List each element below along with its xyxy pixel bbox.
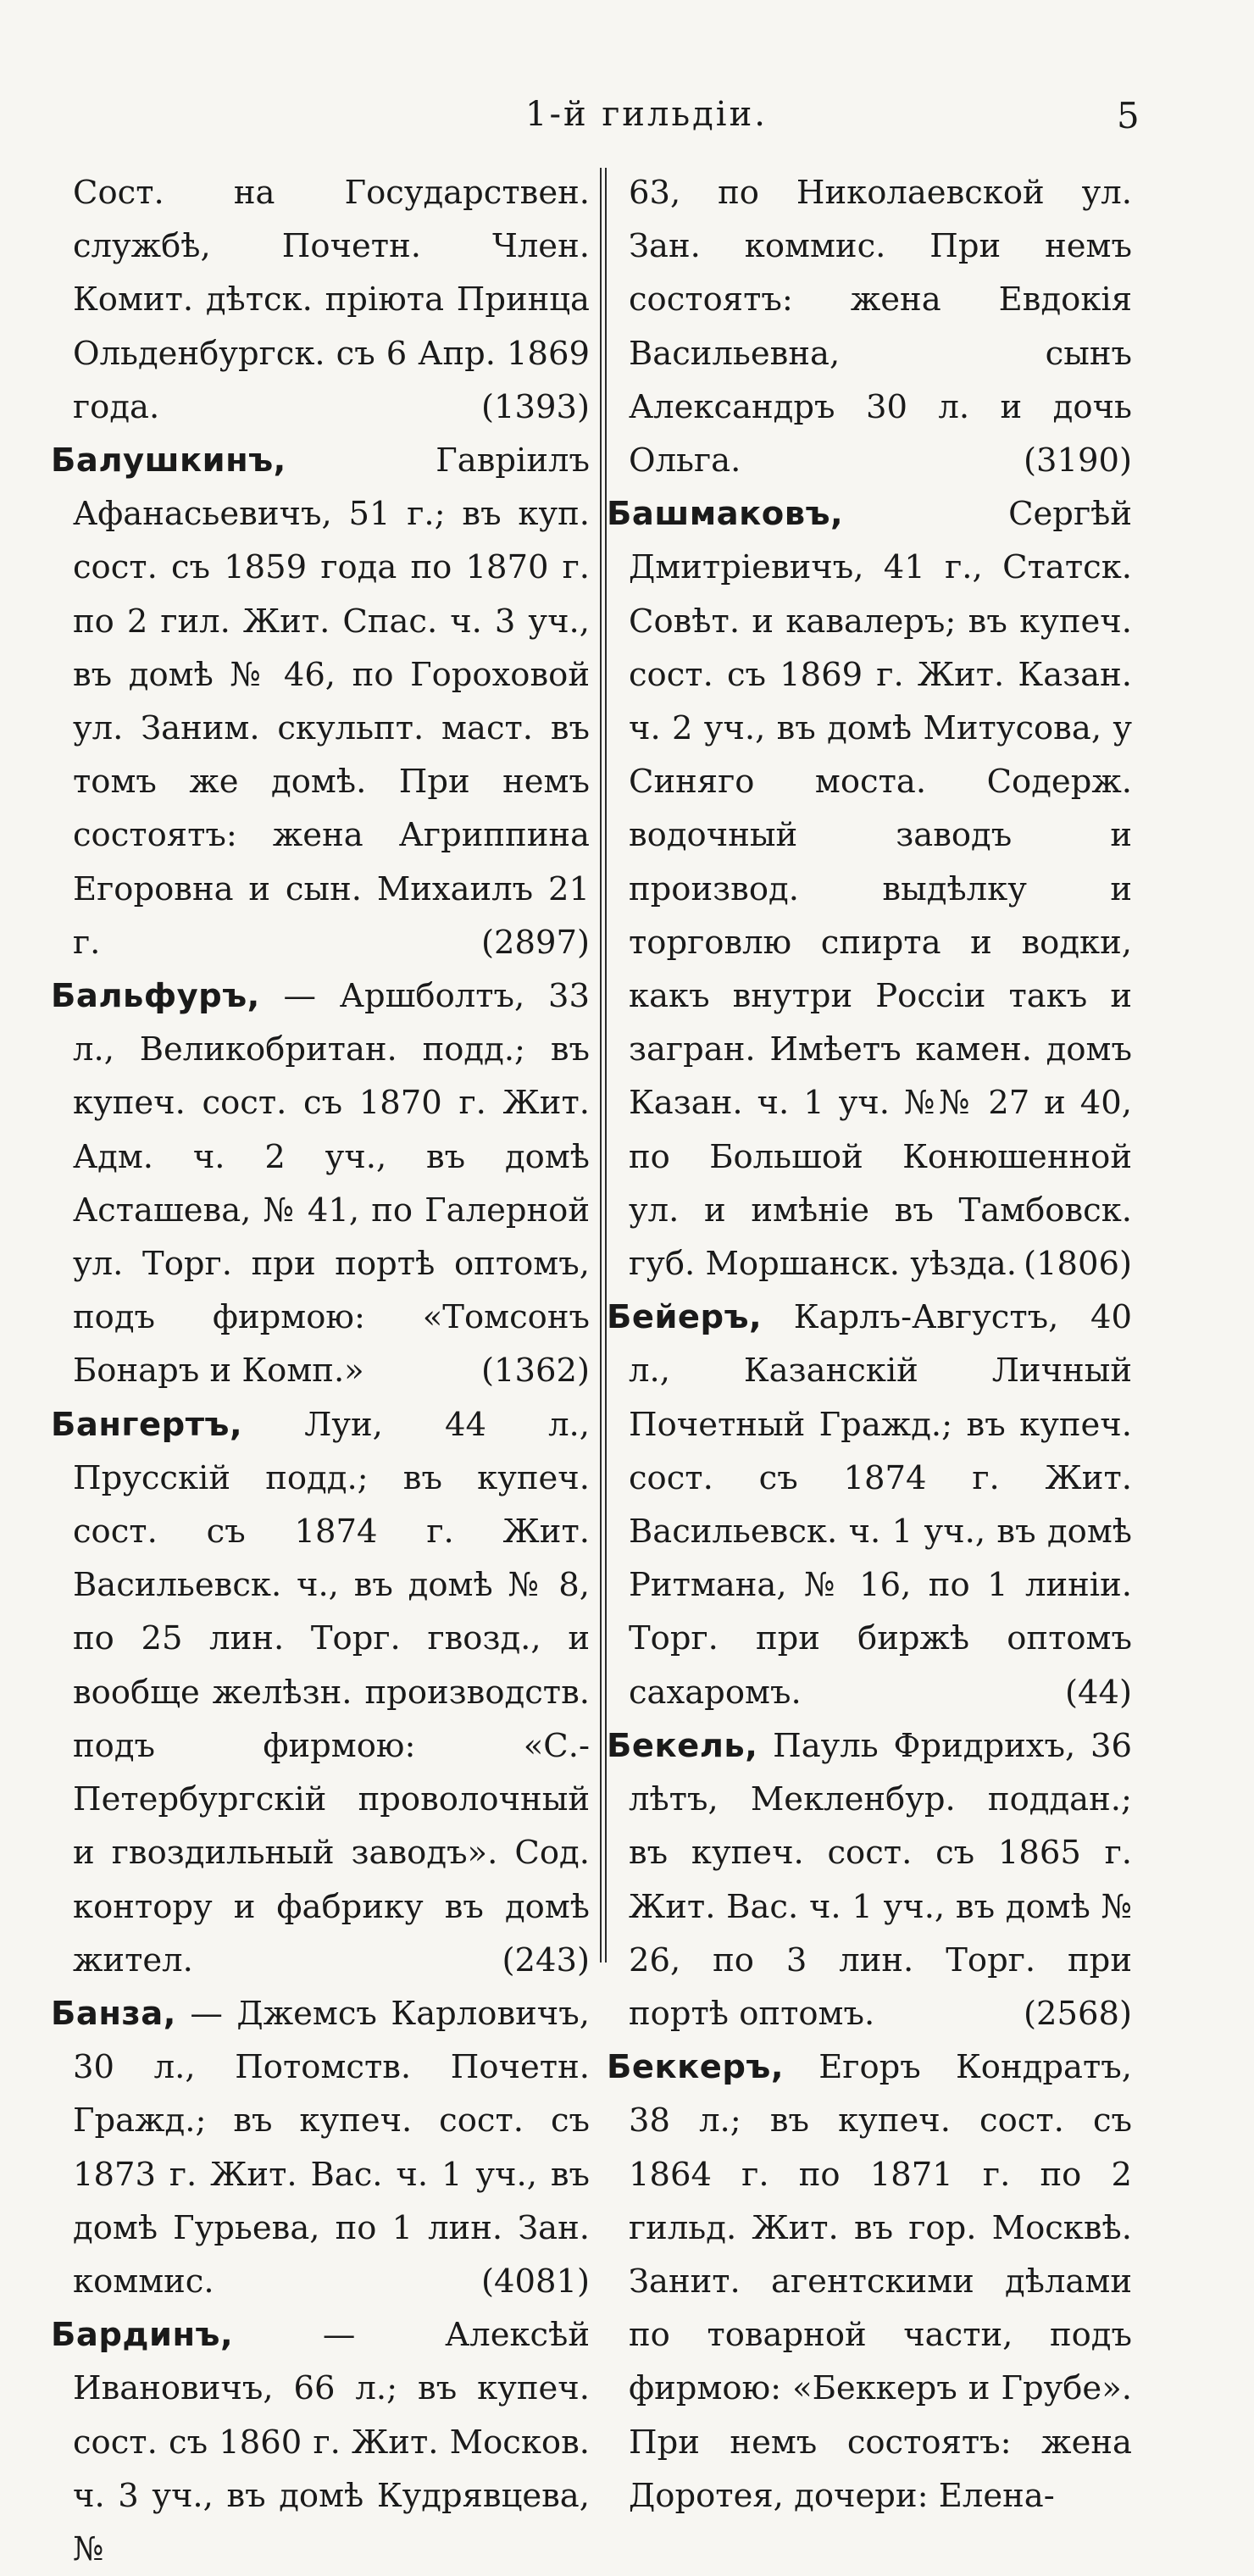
entry-text: Сост. на Государствен. службѣ, Почетн. Член. Комит. дѣтск. пріюта Принца Ольденбургск. съ 6 Апр. 1869 года. <box>73 174 590 426</box>
entry-text: — Аршболтъ, 33 л., Великобритан. подд.; въ купеч. сост. съ 1870 г. Жит. Адм. ч. 2 уч., въ домѣ Асташева, № 41, по Галерной ул. Торг. при портѣ оптомъ, подъ фирмою: «Томсонъ Бонаръ и Комп.» <box>73 977 590 1391</box>
entry-surname: Бейеръ, <box>607 1298 763 1337</box>
directory-entry <box>51 1987 590 2308</box>
directory-entry <box>73 166 590 434</box>
entry-ref-number: (2897) <box>480 923 590 962</box>
entry-surname: Бекель, <box>607 1726 758 1765</box>
directory-entry <box>51 434 590 969</box>
entry-ref-number: (3190) <box>1023 441 1132 480</box>
directory-entry <box>629 166 1132 487</box>
entry-ref-number: (1393) <box>480 387 590 426</box>
entry-ref-number: (2568) <box>1023 1994 1132 2033</box>
entry-text: Луи, 44 л., Прусскій подд.; въ купеч. сост. съ 1874 г. Жит. Васильевск. ч., въ домѣ № 8, по 25 лин. Торг. гвозд., и вообще желѣзн. производств. подъ фирмою: «С.-Петербургскій проволочный и гвоздильный заводъ». Сод. контору и фабрику въ домѣ жител. <box>73 1405 590 1979</box>
entry-ref-number: (1806) <box>1023 1245 1132 1284</box>
running-title: 1-й гильдіи. <box>525 95 768 134</box>
entry-surname: Бардинъ, <box>51 2316 234 2355</box>
entry-text: — Джемсъ Карловичъ, 30 л., Потомств. Почетн. Гражд.; въ купеч. сост. съ 1873 г. Жит. Вас. ч. 1 уч., въ домѣ Гурьева, по 1 лин. Зан. коммис. <box>73 1994 590 2301</box>
entry-surname: Бангертъ, <box>51 1405 243 1444</box>
entry-surname: Башмаковъ, <box>607 495 844 534</box>
entry-ref-number: (1362) <box>480 1352 590 1391</box>
right-column <box>607 166 1132 2523</box>
entry-text: — Алексѣй Ивановичъ, 66 л.; въ купеч. сост. съ 1860 г. Жит. Москов. ч. 3 уч., въ домѣ Кудрявцева, № <box>73 2316 590 2568</box>
entry-text: Гавріилъ Афанасьевичъ, 51 г.; въ куп. сост. съ 1859 года по 1870 г. по 2 гил. Жит. Спас. ч. 3 уч., въ домѣ № 46, по Гороховой ул. Заним. скульпт. маст. въ томъ же домѣ. При немъ состоятъ: жена Агриппина Егоровна и сын. Михаилъ 21 г. <box>73 441 590 962</box>
directory-entry <box>51 2308 590 2576</box>
entry-text: Сергѣй Дмитріевичъ, 41 г., Статск. Совѣт. и кавалеръ; въ купеч. сост. съ 1869 г. Жит. Казан. ч. 2 уч., въ домѣ Митусова, у Синяго моста. Содерж. водочный заводъ и производ. выдѣлку и торговлю спирта и водки, какъ внутри Россіи такъ и загран. Имѣетъ камен. домъ Казан. ч. 1 уч. №№ 27 и 40, по Большой Конюшенной ул. и имѣніе въ Тамбовск. губ. Моршанск. уѣзда. <box>629 495 1132 1284</box>
directory-entry <box>607 1291 1132 1719</box>
entry-text: 63, по Николаевской ул. Зан. коммис. При немъ состоятъ: жена Евдокія Васильевна, сынъ Александръ 30 л. и дочь Ольга. <box>629 174 1132 480</box>
entry-surname: Бальфуръ, <box>51 977 260 1016</box>
directory-entry <box>607 2040 1132 2523</box>
entry-ref-number: (44) <box>1064 1673 1132 1712</box>
column-divider <box>605 168 607 1963</box>
entry-text: Егоръ Кондратъ, 38 л.; въ купеч. сост. съ 1864 г. по 1871 г. по 2 гильд. Жит. въ гор. Москвѣ. Занит. агентскими дѣлами по товарной части, подъ фирмою: «Беккеръ и Грубе». При немъ состоятъ: жена Доротея, дочери: Елена- <box>629 2048 1132 2515</box>
entry-ref-number: (243) <box>502 1940 590 1979</box>
running-head <box>0 95 1254 146</box>
entry-surname: Банза, <box>51 1994 176 2033</box>
directory-entry <box>607 1719 1132 2040</box>
column-divider <box>600 168 602 1963</box>
left-column <box>51 166 590 2576</box>
entry-surname: Балушкинъ, <box>51 441 286 480</box>
entry-surname: Беккеръ, <box>607 2048 784 2087</box>
page-number: 5 <box>1117 95 1140 136</box>
entry-text: Пауль Фридрихъ, 36 лѣтъ, Мекленбур. поддан.; въ купеч. сост. съ 1865 г. Жит. Вас. ч. 1 уч., въ домѣ № 26, по 3 лин. Торг. при портѣ оптомъ. <box>629 1726 1132 2033</box>
entry-text: Карлъ-Августъ, 40 л., Казанскій Личный Почетный Гражд.; въ купеч. сост. съ 1874 г. Жит. Васильевск. ч. 1 уч., въ домѣ Ритмана, № 16, по 1 линіи. Торг. при биржѣ оптомъ сахаромъ. <box>629 1298 1132 1712</box>
directory-entry <box>51 969 590 1398</box>
directory-entry <box>607 487 1132 1291</box>
directory-entry <box>51 1398 590 1987</box>
entry-ref-number: (4081) <box>480 2262 590 2301</box>
